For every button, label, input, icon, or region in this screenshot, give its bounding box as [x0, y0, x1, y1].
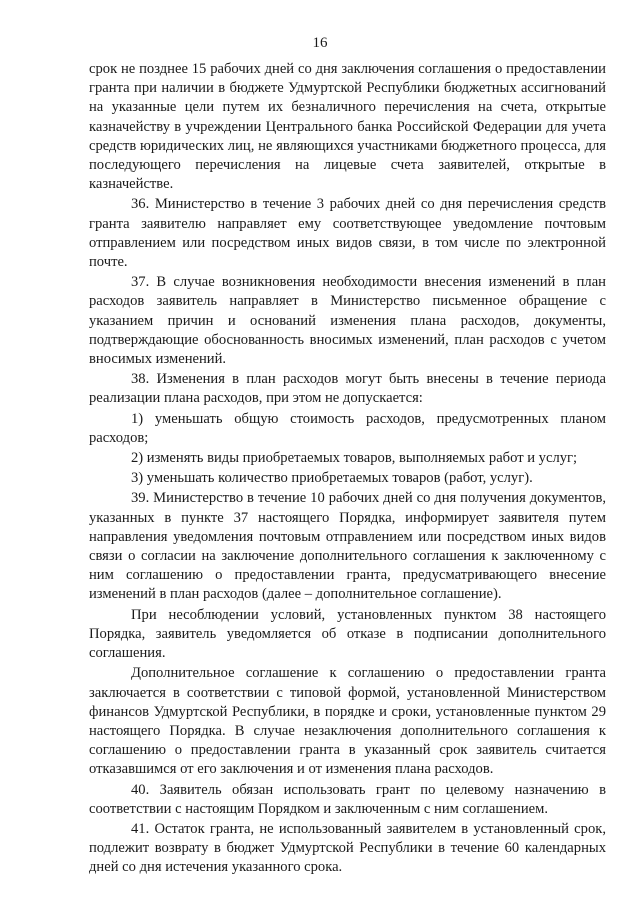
paragraph-39-refusal: При несоблюдении условий, установленных пунктом 38 настоящего Порядка, заявитель уведомляется об отказе в подписании дополнительного соглашения. [89, 606, 606, 662]
paragraph-37: 37. В случае возникновения необходимости внесения изменений в план расходов заявитель направляет в Министерство письменное обращение с указанием причин и оснований изменения плана расходов, документы, подтверждающие обоснованность вносимых изменений, план расходов с учетом вносимых изменений. [89, 274, 606, 368]
paragraph-38: 38. Изменения в план расходов могут быть внесены в течение периода реализации плана расходов, при этом не допускается: [89, 371, 606, 407]
paragraph-41: 41. Остаток гранта, не использованный заявителем в установленный срок, подлежит возврату в бюджет Удмуртской Республики в течение 60 календарных дней со дня истечения указанного срока. [89, 820, 606, 876]
document-body [89, 60, 606, 879]
paragraph-40: 40. Заявитель обязан использовать грант по целевому назначению в соответствии с настоящим Порядком и заключенным с ним соглашением. [89, 781, 606, 817]
paragraph-39-additional-agreement: Дополнительное соглашение к соглашению о предоставлении гранта заключается в соответствии с типовой формой, установленной Министерством финансов Удмуртской Республики, в порядке и сроки, установленные пунктом 29 настоящего Порядка. В случае незаключения дополнительного соглашения к соглашению о предоставлении гранта в указанный срок заявитель считается отказавшимся от его заключения и от изменения плана расходов. [89, 665, 606, 778]
paragraph-continuation: срок не позднее 15 рабочих дней со дня заключения соглашения о предоставлении гранта при наличии в бюджете Удмуртской Республики бюджетных ассигнований на указанные цели путем их безналичного перечисления на счета, открытые казначейству в учреждении Центрального банка Российской Федерации для учета средств юридических лиц, не являющихся участниками бюджетного процесса, для последующего перечисления на лицевые счета заявителей, открытые в казначействе. [89, 61, 606, 193]
paragraph-39: 39. Министерство в течение 10 рабочих дней со дня получения документов, указанных в пункте 37 настоящего Порядка, информирует заявителя путем направления уведомления почтовым отправлением или посредством иных видов связи о согласии на заключение дополнительного соглашения к заключенному с ним соглашению о предоставлении гранта, предусматривающего внесение изменений в план расходов (далее – дополнительное соглашение). [89, 490, 606, 603]
paragraph-36: 36. Министерство в течение 3 рабочих дней со дня перечисления средств гранта заявителю направляет ему соответствующее уведомление почтовым отправлением или посредством иных видов связи, в том числе по электронной почте. [89, 196, 606, 271]
list-item-2: 2) изменять виды приобретаемых товаров, выполняемых работ и услуг; [131, 450, 578, 467]
list-item-1: 1) уменьшать общую стоимость расходов, предусмотренных планом расходов; [89, 410, 606, 446]
page-number: 16 [312, 35, 328, 51]
list-item-3: 3) уменьшать количество приобретаемых товаров (работ, услуг). [131, 470, 533, 487]
